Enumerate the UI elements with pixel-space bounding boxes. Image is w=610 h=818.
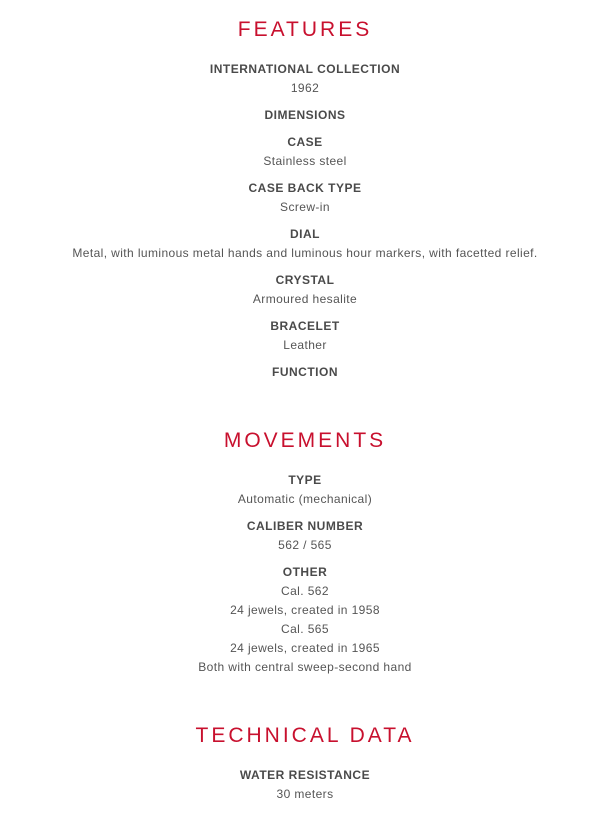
spec-type [0, 471, 610, 509]
spec-label: INTERNATIONAL COLLECTION [209, 62, 401, 76]
spec-value: Cal. 562 [281, 584, 329, 598]
spec-value: 24 jewels, created in 1958 [230, 603, 380, 617]
spec-water-resistance [0, 766, 610, 804]
spec-dial [0, 225, 610, 263]
spec-label: CASE [287, 135, 323, 149]
spec-crystal [0, 271, 610, 309]
spec-international-collection [0, 60, 610, 98]
spec-value: 24 jewels, created in 1965 [230, 641, 380, 655]
spec-value: Leather [283, 338, 327, 352]
spec-value: Metal, with luminous metal hands and luminous hour markers, with facetted relief. [72, 246, 538, 260]
spec-dimensions [0, 106, 610, 125]
spec-label: WATER RESISTANCE [239, 768, 371, 782]
spec-value: Automatic (mechanical) [237, 492, 373, 506]
spec-bracelet [0, 317, 610, 355]
spec-label: OTHER [282, 565, 328, 579]
spec-value: Armoured hesalite [252, 292, 358, 306]
spec-label: TYPE [288, 473, 322, 487]
movements-title: MOVEMENTS [223, 429, 387, 452]
features-section [0, 17, 610, 382]
spec-label: DIMENSIONS [264, 108, 346, 122]
spec-other [0, 563, 610, 677]
spec-value: 562 / 565 [278, 538, 332, 552]
spec-value: 1962 [290, 81, 320, 95]
spec-value: 30 meters [276, 787, 334, 801]
spec-value: Stainless steel [263, 154, 347, 168]
spec-case-back-type [0, 179, 610, 217]
spec-value: Cal. 565 [281, 622, 329, 636]
spec-value: Both with central sweep-second hand [198, 660, 412, 674]
spec-value: Screw-in [280, 200, 330, 214]
spec-label: CRYSTAL [275, 273, 335, 287]
technical-data-title: TECHNICAL DATA [195, 724, 415, 747]
spec-caliber-number [0, 517, 610, 555]
spec-case [0, 133, 610, 171]
spec-label: DIAL [290, 227, 320, 241]
spec-label: CASE BACK TYPE [248, 181, 362, 195]
spec-label: BRACELET [270, 319, 340, 333]
spec-function [0, 363, 610, 382]
movements-section [0, 428, 610, 677]
features-title: FEATURES [237, 18, 373, 41]
technical-data-section [0, 723, 610, 804]
spec-label: CALIBER NUMBER [246, 519, 364, 533]
spec-label: FUNCTION [272, 365, 338, 379]
